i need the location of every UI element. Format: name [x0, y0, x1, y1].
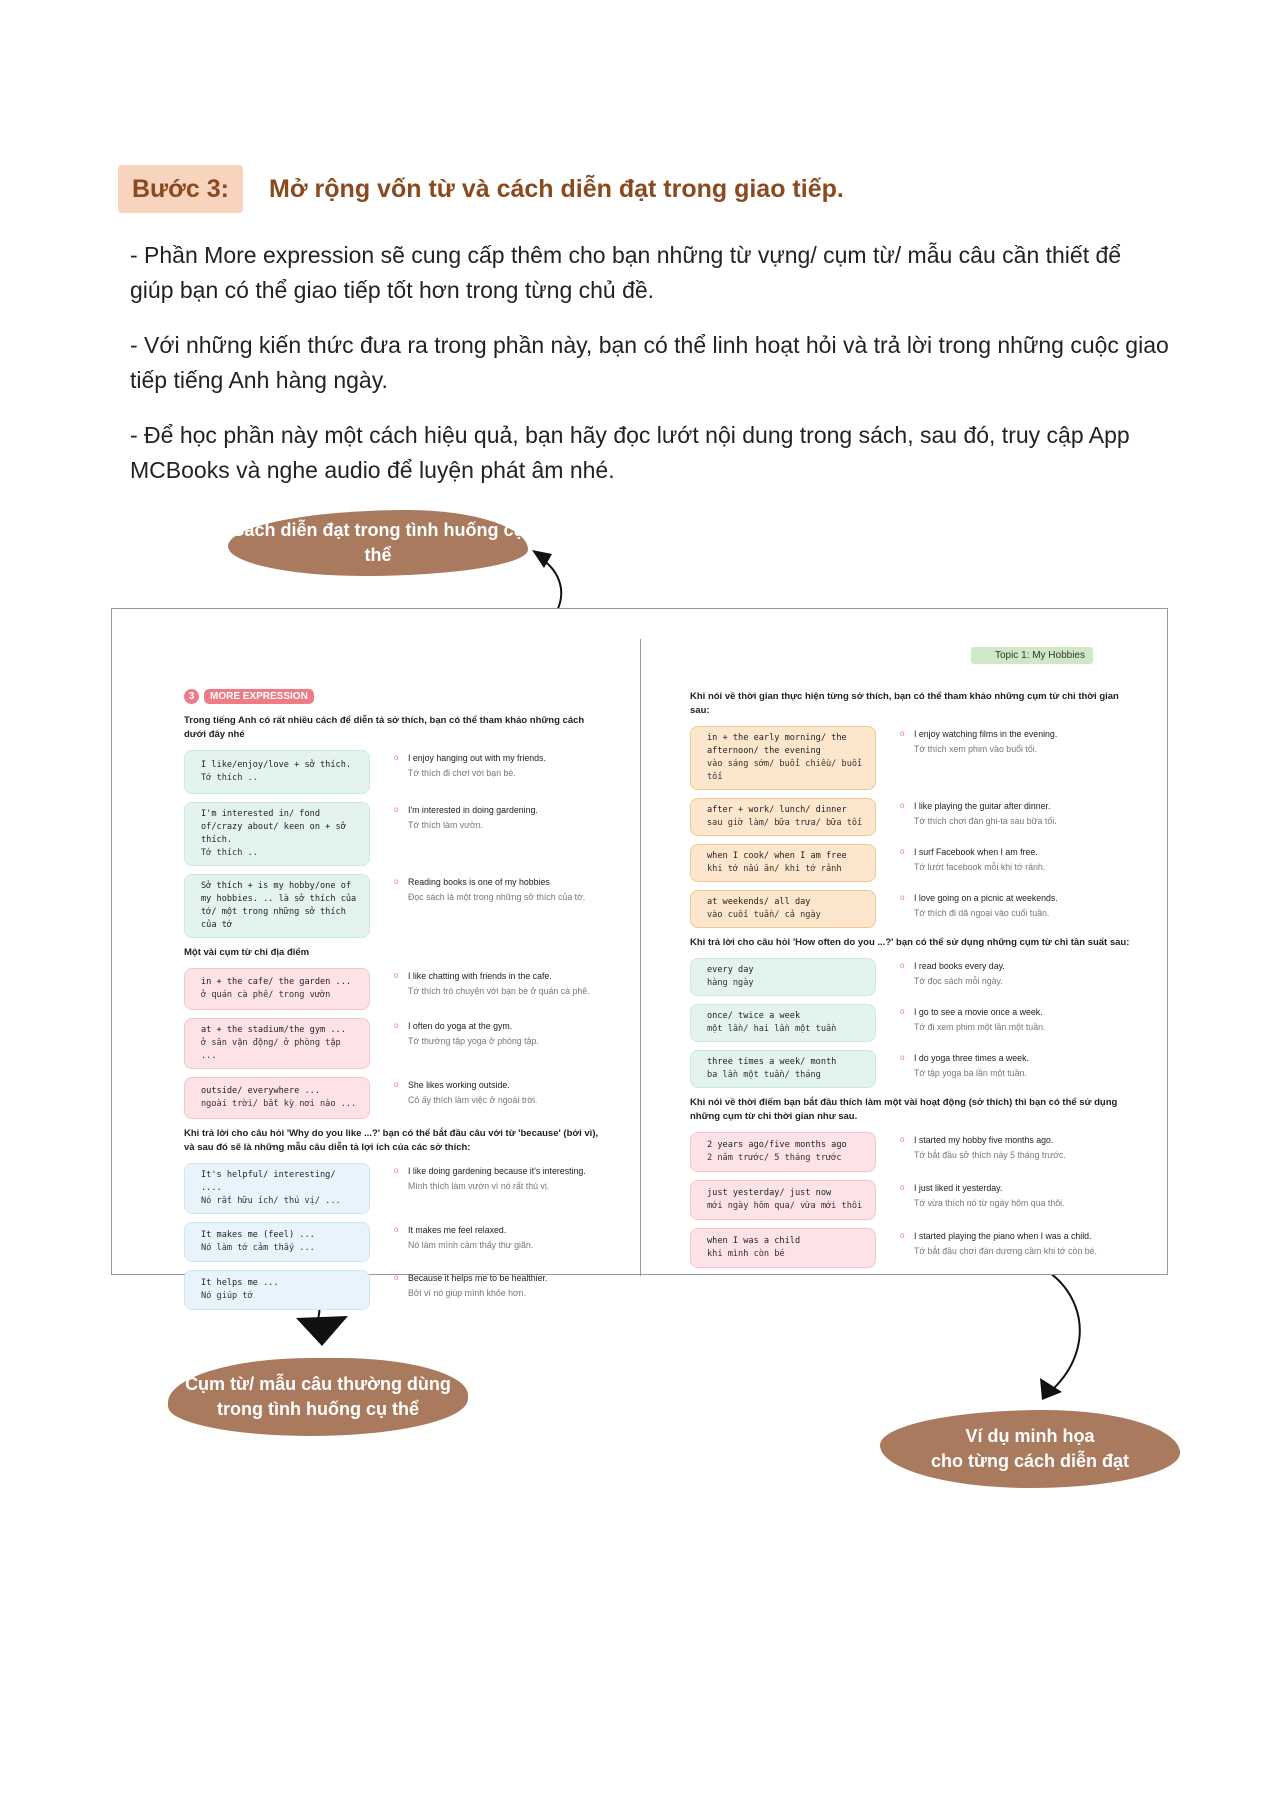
example-en: o I love going on a picnic at weekends. — [914, 893, 1058, 903]
left-intro: Trong tiếng Anh có rất nhiều cách để diễn tả sở thích, bạn có thể tham khảo những cách dưới đây nhé — [184, 715, 585, 740]
example-en: o She likes working outside. — [408, 1080, 510, 1090]
paragraph-2: - Với những kiến thức đưa ra trong phần này, bạn có thể linh hoạt hỏi và trả lời trong những cuộc giao tiếp tiếng Anh hàng ngày. — [130, 332, 1169, 393]
expression-en: I like/enjoy/love + sở thích. — [201, 760, 352, 770]
expression-row — [690, 1004, 1130, 1042]
expression-en: Sở thích + is my hobby/one of my hobbies. .. là sở thích của tớ/ một trong những sở thích của tớ — [201, 881, 357, 930]
expression-en: three times a week/ month — [707, 1057, 837, 1067]
expression-box — [690, 1228, 876, 1268]
expression-vi: Nó rất hữu ích/ thú vị/ ... — [201, 1196, 341, 1206]
expression-en: 2 years ago/five months ago — [707, 1140, 847, 1150]
expression-vi: 2 năm trước/ 5 tháng trước — [707, 1153, 842, 1163]
expression-row — [184, 968, 604, 1010]
expression-row — [184, 1270, 604, 1310]
expression-box — [184, 750, 370, 794]
expression-en: It's helpful/ interesting/ .... — [201, 1170, 336, 1193]
expression-box — [184, 968, 370, 1010]
example-en: o I like chatting with friends in the cafe. — [408, 971, 552, 981]
expression-row — [184, 802, 604, 866]
example-vi: Tớ thích đi dã ngoại vào cuối tuần. — [914, 908, 1050, 918]
example-en: o I like doing gardening because it's interesting. — [408, 1166, 586, 1176]
example — [900, 1004, 1110, 1034]
time-heading: Khi nói về thời gian thực hiện từng sở thích, bạn có thể tham khảo những cụm từ chỉ thời gian sau: — [690, 691, 1119, 716]
expression-box — [184, 1270, 370, 1310]
example-en: o I often do yoga at the gym. — [408, 1021, 513, 1031]
example-vi: Cô ấy thích làm việc ở ngoài trời. — [408, 1095, 538, 1105]
arrow-top-head — [532, 550, 552, 568]
example — [900, 1228, 1110, 1258]
callout-bottom-right-line1: Ví dụ minh họa — [965, 1426, 1095, 1446]
example-vi: Tớ đi xem phim một lần một tuần. — [914, 1022, 1046, 1032]
step-header — [118, 165, 844, 213]
expression-en: when I was a child — [707, 1236, 801, 1246]
example — [394, 802, 604, 832]
expression-row — [690, 1180, 1130, 1220]
example-vi: Tớ đọc sách mỗi ngày. — [914, 976, 1003, 986]
example-en: o I just liked it yesterday. — [914, 1183, 1003, 1193]
expression-row — [690, 726, 1130, 790]
example-en: o I'm interested in doing gardening. — [408, 805, 538, 815]
expression-row — [690, 1228, 1130, 1268]
book-right-page — [690, 684, 1130, 1276]
example — [900, 1180, 1110, 1210]
start-heading: Khi nói về thời điểm bạn bắt đầu thích làm một vài hoạt động (sở thích) thì bạn có thể sử dụng những cụm từ chỉ thời gian như sau. — [690, 1097, 1118, 1122]
expression-row — [690, 958, 1130, 996]
expression-box — [184, 1163, 370, 1214]
example — [394, 1163, 604, 1193]
expression-en: when I cook/ when I am free — [707, 851, 847, 861]
expression-row — [184, 1018, 604, 1069]
expression-vi: ở sân vận động/ ở phòng tập ... — [201, 1038, 341, 1061]
callout-bottom-right-line2: cho từng cách diễn đạt — [930, 1451, 1130, 1471]
example-vi: Tớ tập yoga ba lần một tuần. — [914, 1068, 1027, 1078]
example-en: o Reading books is one of my hobbies — [408, 877, 550, 887]
expression-en: in + the early morning/ the afternoon/ the evening — [707, 733, 847, 756]
book-spread — [111, 608, 1168, 1301]
expression-vi: Nó làm tớ cảm thấy ... — [201, 1243, 315, 1253]
expression-vi: hàng ngày — [707, 978, 754, 988]
expression-en: after + work/ lunch/ dinner — [707, 805, 847, 815]
example — [900, 844, 1110, 874]
book-spine — [640, 639, 641, 1276]
arrow-bottom-right-head — [1040, 1378, 1062, 1400]
example — [394, 874, 604, 904]
expression-vi: khi tớ nấu ăn/ khi tớ rảnh — [707, 864, 842, 874]
expression-vi: mới ngày hôm qua/ vừa mới thôi — [707, 1201, 863, 1211]
expression-vi: Nó giúp tớ — [201, 1291, 253, 1301]
example-en: o It makes me feel relaxed. — [408, 1225, 507, 1235]
expression-box — [690, 1132, 876, 1172]
example-vi: Tớ vừa thích nó từ ngày hôm qua thôi. — [914, 1198, 1065, 1208]
expression-en: at + the stadium/the gym ... — [201, 1025, 346, 1035]
step-title: Mở rộng vốn từ và cách diễn đạt trong giao tiếp. — [269, 174, 844, 203]
example-vi: Tớ bắt đầu chơi đàn dương cầm khi tớ còn bé. — [914, 1246, 1098, 1256]
expression-box — [184, 802, 370, 866]
example — [394, 1270, 604, 1300]
example-vi: Tớ thích chơi đàn ghi-ta sau bữa tối. — [914, 816, 1057, 826]
example-en: o I go to see a movie once a week. — [914, 1007, 1043, 1017]
book-left-page — [184, 689, 604, 1318]
expression-row — [690, 844, 1130, 882]
expression-box — [184, 1018, 370, 1069]
section-label: MORE EXPRESSION — [204, 689, 314, 704]
place-heading: Một vài cụm từ chỉ địa điểm — [184, 947, 310, 958]
why-heading: Khi trả lời cho câu hỏi 'Why do you like ...?' bạn có thể bắt đầu câu với từ 'because' (bởi vì), và sau đó sẽ là những mẫu câu diễn tả lợi ích của các sở thích: — [184, 1128, 599, 1153]
callout-top-text: Cách diễn đạt trong tình huống cụ thể — [231, 520, 525, 565]
expression-row — [184, 874, 604, 938]
often-heading: Khi trả lời cho câu hỏi 'How often do you ...?' bạn có thể sử dụng những cụm từ chỉ tần suất sau: — [690, 937, 1130, 948]
example — [900, 798, 1110, 828]
paragraph-3: - Để học phần này một cách hiệu quả, bạn hãy đọc lướt nội dung trong sách, sau đó, truy cập App MCBooks và nghe audio để luyện phát âm nhé. — [130, 422, 1130, 483]
callout-bottom-right — [880, 1410, 1180, 1488]
expression-box — [690, 1180, 876, 1220]
expression-row — [184, 1163, 604, 1214]
expression-row — [690, 1132, 1130, 1172]
example-en: o I like playing the guitar after dinner. — [914, 801, 1051, 811]
example-vi: Tớ thích làm vườn. — [408, 820, 484, 830]
expression-row — [690, 798, 1130, 836]
example-vi: Tớ bắt đầu sở thích này 5 tháng trước. — [914, 1150, 1066, 1160]
expression-en: outside/ everywhere ... — [201, 1086, 320, 1096]
expression-vi: Tớ thích .. — [201, 773, 258, 783]
expression-en: every day — [707, 965, 754, 975]
topic-tag: Topic 1: My Hobbies — [971, 647, 1093, 664]
expression-vi: ngoài trời/ bất kỳ nơi nào ... — [201, 1099, 357, 1109]
example-en: o I enjoy watching films in the evening. — [914, 729, 1058, 739]
expression-row — [184, 1077, 604, 1119]
example — [900, 1050, 1110, 1080]
expression-row — [690, 1050, 1130, 1088]
expression-row — [184, 1222, 604, 1262]
example-vi: Tớ thường tập yoga ở phòng tập. — [408, 1036, 539, 1046]
expression-box — [690, 1004, 876, 1042]
example-vi: Tớ thích đi chơi với bạn bè. — [408, 768, 516, 778]
expression-en: It makes me (feel) ... — [201, 1230, 315, 1240]
expression-en: just yesterday/ just now — [707, 1188, 832, 1198]
expression-box — [690, 798, 876, 836]
expression-row — [690, 890, 1130, 928]
expression-en: I'm interested in/ fond of/crazy about/ keen on + sở thích. — [201, 809, 346, 845]
example-en: o I read books every day. — [914, 961, 1005, 971]
example-en: o I surf Facebook when I am free. — [914, 847, 1038, 857]
example-vi: Tớ lướt facebook mỗi khi tớ rảnh. — [914, 862, 1046, 872]
example-en: o Because it helps me to be healthier. — [408, 1273, 548, 1283]
example-vi: Nó làm mình cảm thấy thư giãn. — [408, 1240, 534, 1250]
example — [900, 1132, 1110, 1162]
expression-box — [690, 890, 876, 928]
section-number: 3 — [184, 689, 199, 704]
expression-en: once/ twice a week — [707, 1011, 801, 1021]
expression-en: It helps me ... — [201, 1278, 279, 1288]
expression-en: at weekends/ all day — [707, 897, 811, 907]
expression-vi: sau giờ làm/ bữa trưa/ bữa tối — [707, 818, 863, 828]
step-badge: Bước 3: — [118, 165, 243, 213]
example — [900, 958, 1110, 988]
example-vi: Bởi vì nó giúp mình khỏe hơn. — [408, 1288, 527, 1298]
example-en: o I started playing the piano when I was a child. — [914, 1231, 1092, 1241]
example — [394, 968, 604, 998]
example-vi: Mình thích làm vườn vì nó rất thú vị. — [408, 1181, 550, 1191]
expression-box — [184, 1077, 370, 1119]
expression-box — [184, 1222, 370, 1262]
expression-vi: ba lần một tuần/ tháng — [707, 1070, 821, 1080]
expression-vi: khi mình còn bé — [707, 1249, 785, 1259]
expression-box — [690, 726, 876, 790]
example — [394, 1077, 604, 1107]
expression-vi: vào sáng sớm/ buổi chiều/ buổi tối — [707, 759, 863, 782]
example-vi: Tớ thích trò chuyện với bạn bè ở quán cà phê. — [408, 986, 590, 996]
example — [900, 726, 1110, 756]
expression-vi: ở quán cà phê/ trong vườn — [201, 990, 331, 1000]
expression-vi: Tớ thích .. — [201, 848, 258, 858]
example — [394, 1018, 604, 1048]
expression-box — [690, 1050, 876, 1088]
example-en: o I do yoga three times a week. — [914, 1053, 1029, 1063]
expression-vi: một lần/ hai lần một tuần — [707, 1024, 837, 1034]
callout-bottom-left-line2: trong tình huống cụ thể — [217, 1399, 419, 1419]
callout-top — [228, 510, 528, 576]
example-en: o I enjoy hanging out with my friends. — [408, 753, 546, 763]
paragraph-1: - Phần More expression sẽ cung cấp thêm cho bạn những từ vựng/ cụm từ/ mẫu câu cần thiết để giúp bạn có thể giao tiếp tốt hơn trong từng chủ đề. — [130, 242, 1122, 303]
example-en: o I started my hobby five months ago. — [914, 1135, 1054, 1145]
arrow-bottom-left-head — [296, 1316, 348, 1346]
expression-row — [184, 750, 604, 794]
example — [394, 1222, 604, 1252]
expression-box — [690, 958, 876, 996]
example — [394, 750, 604, 780]
expression-box — [184, 874, 370, 938]
example-vi: Tớ thích xem phim vào buổi tối. — [914, 744, 1038, 754]
expression-en: in + the cafe/ the garden ... — [201, 977, 352, 987]
expression-vi: vào cuối tuần/ cả ngày — [707, 910, 821, 920]
example — [900, 890, 1110, 920]
callout-bottom-left-line1: Cụm từ/ mẫu câu thường dùng — [185, 1374, 451, 1394]
example-vi: Đọc sách là một trong những sở thích của tớ. — [408, 892, 586, 902]
expression-box — [690, 844, 876, 882]
callout-bottom-left — [168, 1358, 468, 1436]
more-expression-header — [184, 689, 604, 704]
